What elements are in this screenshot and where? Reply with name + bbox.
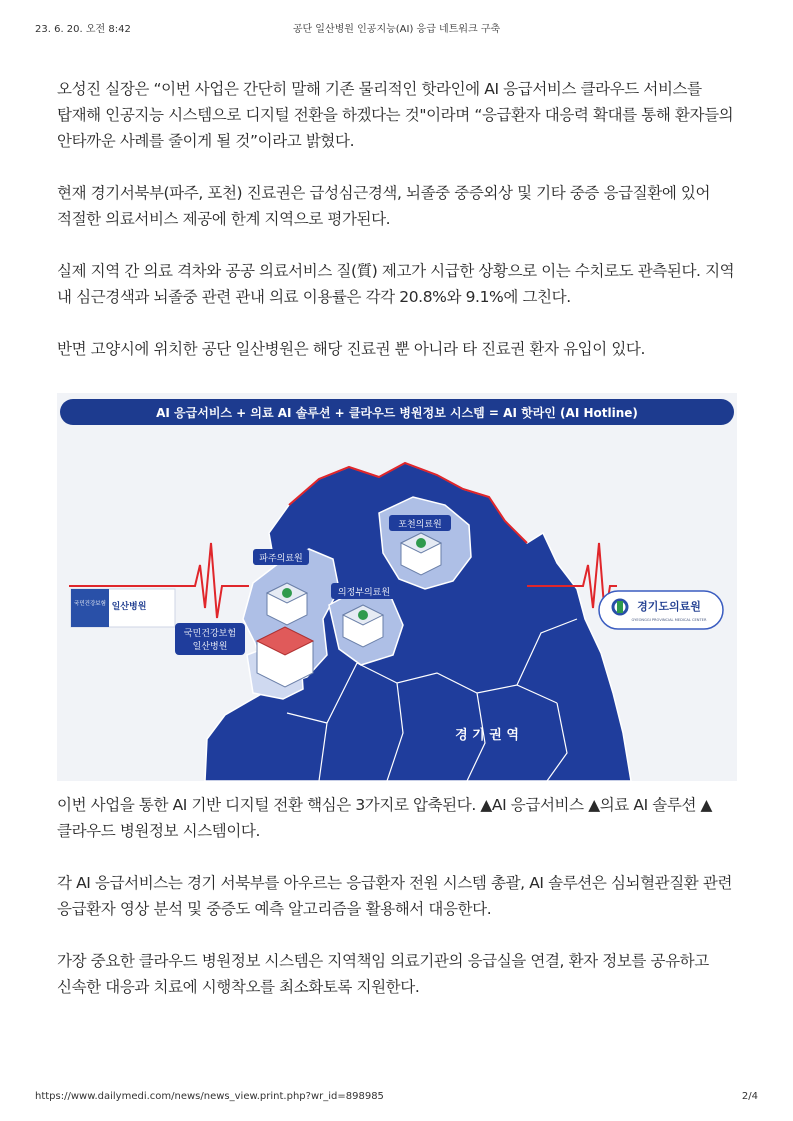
paragraph-4: 반면 고양시에 위치한 공단 일산병원은 해당 진료권 뿐 아니라 타 진료권 환자 유입이 있다. <box>57 340 646 358</box>
ilsan-sign-small-text: 국민건강보험 <box>74 601 106 607</box>
banner-text: AI 응급서비스 + 의료 AI 솔루션 + 클라우드 병원정보 시스템 = AI 핫라인 (AI Hotline) <box>156 406 638 420</box>
print-footer-url: https://www.dailymedi.com/news/news_view.print.php?wr_id=898985 <box>35 1091 384 1102</box>
paragraph-7: 가장 중요한 클라우드 병원정보 시스템은 지역책임 의료기관의 응급실을 연결, 환자 정보를 공유하고 신속한 대응과 치료에 시행착오를 최소화토록 지원한다. <box>57 952 709 996</box>
ilsan-sign-logo-block <box>71 589 109 627</box>
print-page-number: 2/4 <box>741 1091 758 1102</box>
print-title: 공단 일산병원 인공지능(AI) 응급 네트워크 구축 <box>292 24 501 35</box>
gyeonggi-logo-name: 경기도의료원 <box>637 600 701 613</box>
print-date: 23. 6. 20. 오전 8:42 <box>35 24 131 35</box>
ai-hotline-map <box>57 393 737 781</box>
ai-hotline-figure <box>57 393 737 781</box>
paragraph-6: 각 AI 응급서비스는 경기 서북부를 아우르는 응급환자 전원 시스템 총괄, AI 솔루션은 심뇌혈관질환 관련 응급환자 영상 분석 및 중증도 예측 알고리즘을 활용해서 대응한다. <box>57 874 733 918</box>
paragraph-5: 이번 사업을 통한 AI 기반 디지털 전환 핵심은 3가지로 압축된다. ▲AI 응급서비스 ▲의료 AI 솔루션 ▲클라우드 병원정보 시스템이다. <box>57 796 713 840</box>
pocheon-label: 포천의료원 <box>398 520 442 530</box>
region-label: 경 기 권 역 <box>455 728 519 743</box>
paragraph-1: 오성진 실장은 “이번 사업은 간단히 말해 기존 물리적인 핫라인에 AI 응급서비스 클라우드 서비스를 탑재해 인공지능 시스템으로 디지털 전환을 하겠다는 것"이라며 “응급환자 대응력 확대를 통해 환자들의 안타까운 사례를 줄이게 될 것”이라고 밝혔다. <box>57 80 734 150</box>
ilsan-label-line2: 일산병원 <box>192 642 228 652</box>
uijeongbu-label: 의정부의료원 <box>337 588 391 598</box>
paragraph-2: 현재 경기서북부(파주, 포천) 진료권은 급성심근경색, 뇌졸중 중증외상 및 기타 중증 응급질환에 있어 적절한 의료서비스 제공에 한계 지역으로 평가된다. <box>57 184 711 228</box>
paju-label: 파주의료원 <box>259 554 303 564</box>
paragraph-3: 실제 지역 간 의료 격차와 공공 의료서비스 질(質) 제고가 시급한 상황으로 이는 수치로도 관측된다. 지역 내 심근경색과 뇌졸중 관련 관내 의료 이용률은 각각 20.8%와 9.1%에 그친다. <box>57 262 735 306</box>
ilsan-sign-main-text: 일산병원 <box>111 602 147 612</box>
gyeonggi-logo-sub: GYEONGGI PROVINCIAL MEDICAL CENTER <box>631 618 707 622</box>
gyeonggi-logo-cross <box>617 601 623 613</box>
ilsan-label-line1: 국민건강보험 <box>183 629 237 639</box>
